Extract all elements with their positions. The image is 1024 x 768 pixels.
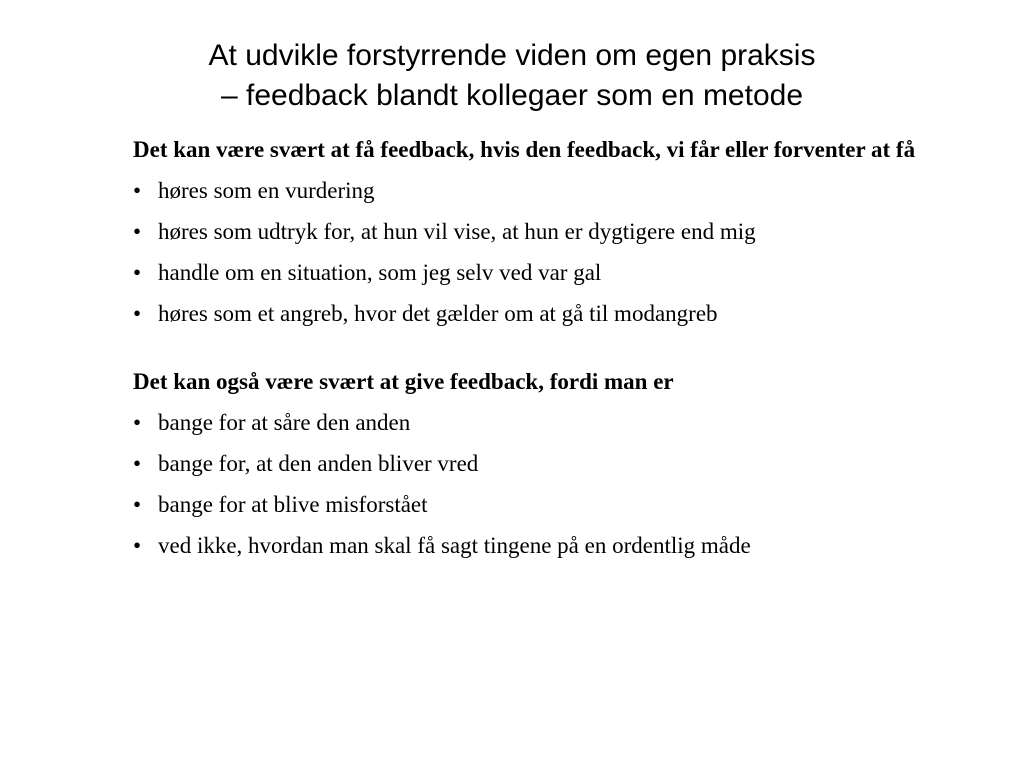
bullet-icon: • <box>133 451 142 476</box>
list-item-text: bange for at såre den anden <box>158 410 411 435</box>
list-item <box>133 297 933 331</box>
bullet-icon: • <box>133 260 142 285</box>
list-item <box>133 256 933 290</box>
list-item-text: høres som et angreb, hvor det gælder om at gå til modangreb <box>158 301 718 326</box>
bullet-icon: • <box>133 492 142 517</box>
list-item-text: bange for at blive misforstået <box>158 492 428 517</box>
slide-title <box>60 36 964 116</box>
list-item <box>133 488 933 522</box>
bullet-list-receiving-feedback <box>133 174 933 331</box>
section-heading-giving-feedback: Det kan også være svært at give feedback, fordi man er <box>133 369 674 394</box>
section-heading-receiving-feedback: Det kan være svært at få feedback, hvis den feedback, vi får eller forventer at få <box>133 137 916 162</box>
slide-body <box>133 133 933 570</box>
list-item <box>133 215 933 249</box>
bullet-icon: • <box>133 410 142 435</box>
list-item <box>133 174 933 208</box>
list-item-text: ved ikke, hvordan man skal få sagt tingene på en ordentlig måde <box>158 533 751 558</box>
title-line-1: At udvikle forstyrrende viden om egen praksis <box>208 39 816 72</box>
list-item <box>133 447 933 481</box>
title-line-2: – feedback blandt kollegaer som en metode <box>220 79 804 112</box>
bullet-icon: • <box>133 533 142 558</box>
bullet-icon: • <box>133 301 142 326</box>
list-item-text: høres som udtryk for, at hun vil vise, at hun er dygtigere end mig <box>158 219 756 244</box>
list-item-text: høres som en vurdering <box>158 178 375 203</box>
list-item-text: bange for, at den anden bliver vred <box>158 451 479 476</box>
bullet-icon: • <box>133 178 142 203</box>
list-item <box>133 406 933 440</box>
list-item <box>133 529 933 563</box>
bullet-icon: • <box>133 219 142 244</box>
bullet-list-giving-feedback <box>133 406 933 563</box>
list-item-text: handle om en situation, som jeg selv ved var gal <box>158 260 602 285</box>
